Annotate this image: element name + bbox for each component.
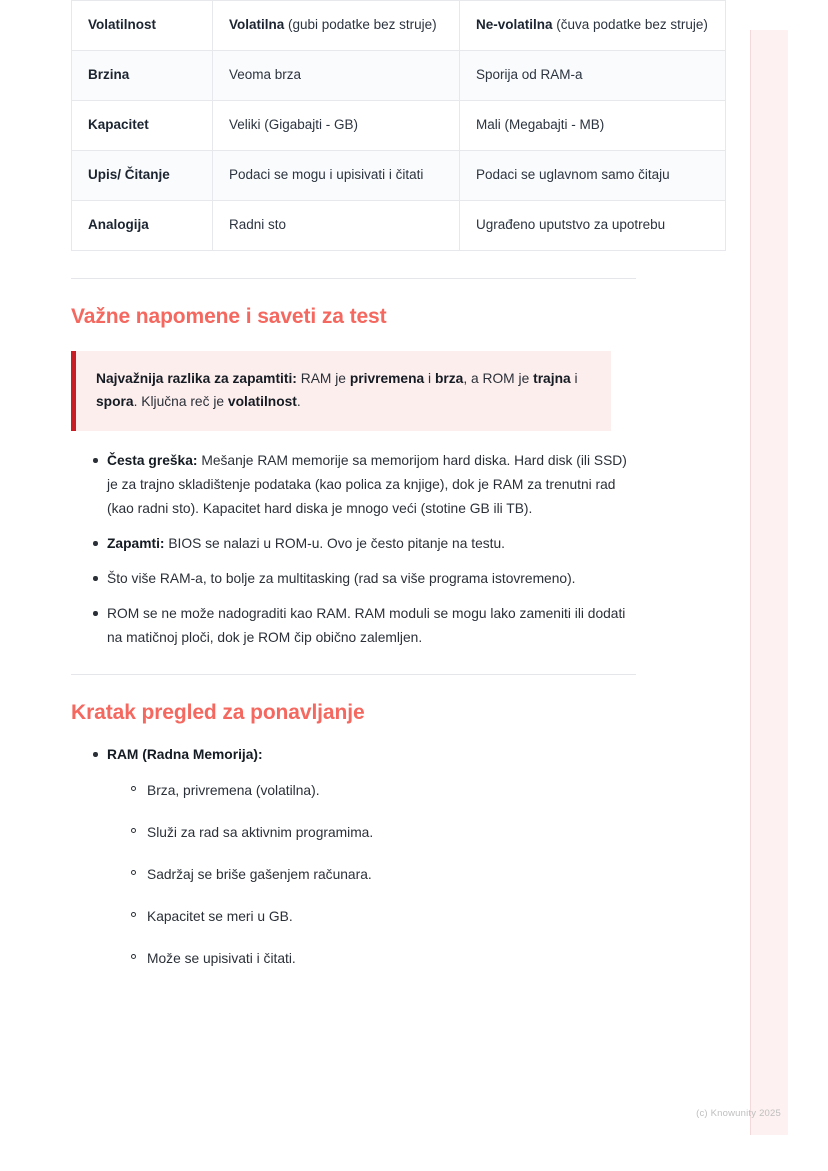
- table-row: [72, 200, 726, 250]
- table-row-label: Volatilnost: [72, 1, 213, 51]
- table-row-label: Analogija: [72, 200, 213, 250]
- list-item-text: Mešanje RAM memorije sa memorijom hard diska. Hard disk (ili SSD) je za trajno skladištenje podataka (kao polica za knjige), dok je RAM za trenutni rad (kao radni sto). Kapacitet hard diska je mnogo veći (stotine GB ili TB).: [107, 453, 627, 517]
- table-row-label: Brzina: [72, 50, 213, 100]
- callout-lead: Najvažnija razlika za zapamtiti:: [96, 370, 297, 386]
- table-row-label: Kapacitet: [72, 100, 213, 150]
- callout-text: i: [424, 370, 435, 386]
- list-item: Brza, privremena (volatilna).: [131, 780, 636, 802]
- table-cell-rom: Sporija od RAM-a: [460, 50, 726, 100]
- list-item-label: Česta greška:: [107, 453, 198, 469]
- tips-list: [71, 449, 636, 650]
- table-cell-ram: Veliki (Gigabajti - GB): [213, 100, 460, 150]
- document-content: [71, 0, 708, 990]
- table-cell-rom: [460, 1, 726, 51]
- list-item: [93, 743, 636, 970]
- callout-text: . Ključna reč je: [133, 394, 228, 410]
- table-cell-rom: Podaci se uglavnom samo čitaju: [460, 150, 726, 200]
- table-cell-ram: Podaci se mogu i upisivati i čitati: [213, 150, 460, 200]
- cell-text: (gubi podatke bez struje): [284, 17, 437, 32]
- callout-text: RAM je: [296, 370, 350, 386]
- callout-text: .: [296, 394, 301, 410]
- watermark: (c) Knowunity 2025: [696, 1108, 781, 1119]
- callout-text: , a ROM je: [463, 370, 534, 386]
- list-item: [93, 602, 636, 650]
- table-row-label: Upis/ Čitanje: [72, 150, 213, 200]
- cell-text: (čuva podatke bez struje): [552, 17, 708, 32]
- list-item: [93, 532, 636, 556]
- table-cell-rom: Ugrađeno uputstvo za upotrebu: [460, 200, 726, 250]
- table-row: [72, 150, 726, 200]
- callout-emphasis: privremena: [349, 370, 425, 386]
- callout-text: i: [570, 370, 578, 386]
- list-item: Služi za rad sa aktivnim programima.: [131, 822, 636, 844]
- callout-emphasis: volatilnost: [227, 394, 297, 410]
- cell-emphasis: Ne-volatilna: [476, 17, 553, 32]
- section-title-summary: Kratak pregled za ponavljanje: [71, 701, 365, 725]
- table-row: [72, 100, 726, 150]
- callout-emphasis: trajna: [533, 370, 571, 386]
- table-row: [72, 50, 726, 100]
- summary-heading: RAM (Radna Memorija):: [107, 747, 263, 763]
- divider: [71, 674, 636, 675]
- callout-emphasis: brza: [434, 370, 464, 386]
- list-item: [93, 449, 636, 521]
- list-item: Kapacitet se meri u GB.: [131, 906, 636, 928]
- list-item-text: BIOS se nalazi u ROM-u. Ovo je često pitanje na testu.: [164, 536, 505, 552]
- important-callout: [71, 351, 611, 431]
- table-row: [72, 1, 726, 51]
- cell-emphasis: Volatilna: [229, 17, 285, 32]
- list-item: [93, 567, 636, 591]
- page-side-strip: [750, 30, 788, 1135]
- table-cell-ram: Radni sto: [213, 200, 460, 250]
- list-item: Sadržaj se briše gašenjem računara.: [131, 864, 636, 886]
- summary-sublist: [107, 780, 636, 970]
- table-cell-ram: [213, 1, 460, 51]
- table-cell-rom: Mali (Megabajti - MB): [460, 100, 726, 150]
- table-cell-ram: Veoma brza: [213, 50, 460, 100]
- list-item: Može se upisivati i čitati.: [131, 948, 636, 970]
- divider: [71, 278, 636, 279]
- ram-rom-comparison-table: [71, 0, 726, 251]
- summary-list: [71, 743, 636, 970]
- section-title-notes: Važne napomene i saveti za test: [71, 304, 387, 328]
- list-item-text: ROM se ne može nadograditi kao RAM. RAM moduli se mogu lako zameniti ili dodati na matičnoj ploči, dok je ROM čip obično zalemljen.: [107, 606, 626, 646]
- list-item-label: Zapamti:: [107, 536, 165, 552]
- list-item-text: Što više RAM-a, to bolje za multitasking (rad sa više programa istovremeno).: [107, 571, 576, 587]
- callout-emphasis: spora: [96, 394, 134, 410]
